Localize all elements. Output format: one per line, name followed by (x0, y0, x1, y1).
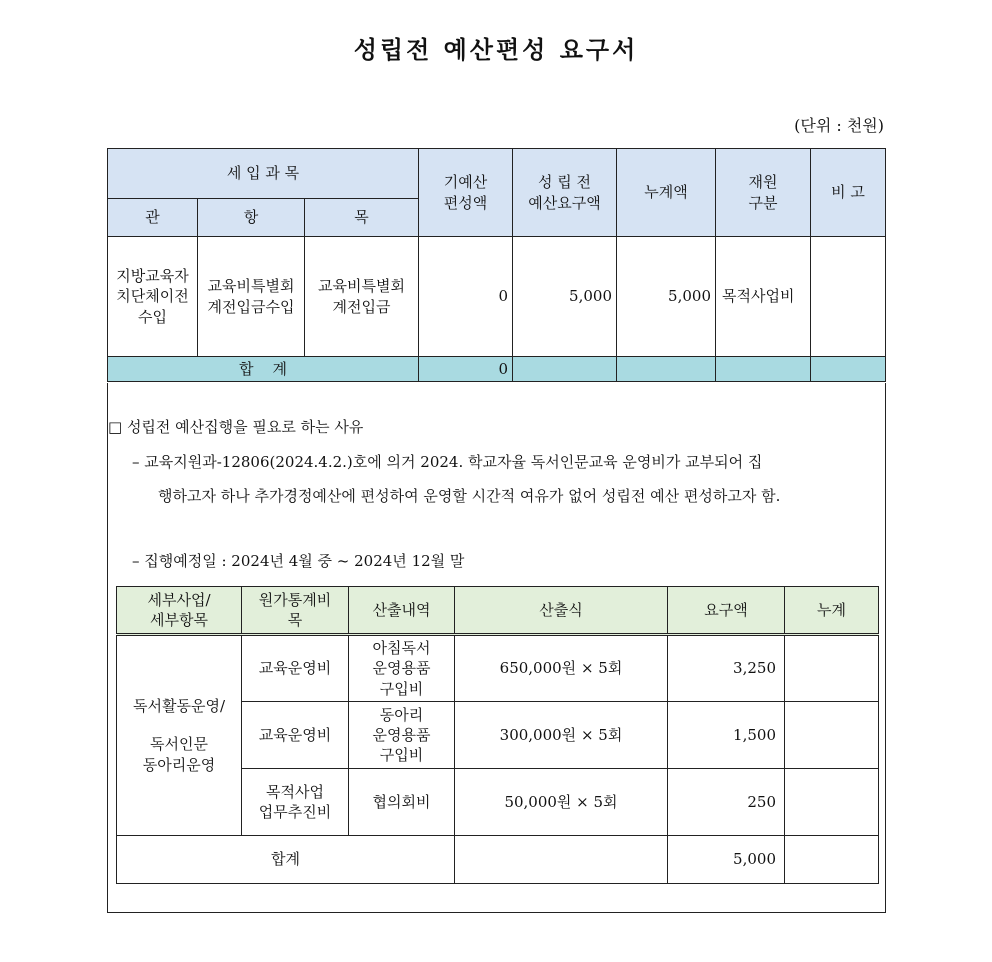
formula-header: 산출식 (455, 587, 668, 635)
fund-type-cell: 목적사업비 (716, 237, 811, 357)
formula-cell: 50,000원 × 5회 (455, 769, 668, 836)
cumulative-cell: 5,000 (617, 237, 716, 357)
reason-heading: □ 성립전 예산집행을 필요로 하는 사유 (108, 418, 364, 436)
detail-cell: 아침독서 운영용품 구입비 (349, 635, 455, 702)
project-name-cell: 독서활동운영/ 독서인문 동아리운영 (117, 635, 242, 836)
existing-budget-header: 기예산 편성액 (419, 149, 513, 237)
request-cell: 3,250 (668, 635, 785, 702)
account-cell: 교육운영비 (242, 702, 349, 769)
total-cumulative (617, 357, 716, 382)
detail-row (117, 635, 879, 702)
gwan-cell: 지방교육자 치단체이전 수입 (108, 237, 198, 357)
request-cell: 1,500 (668, 702, 785, 769)
remarks-cell (811, 237, 886, 357)
cumulative-header: 누계액 (617, 149, 716, 237)
reason-line-2: 행하고자 하나 추가경정예산에 편성하여 운영할 시간적 여유가 없어 성립전 예산 편성하고자 함. (158, 487, 781, 505)
unit-label: (단위 : 천원) (794, 116, 884, 135)
total-label: 합 계 (108, 357, 419, 382)
detail-total-cumulative (785, 836, 879, 884)
budget-row (108, 237, 886, 357)
budget-total-row (108, 357, 886, 382)
gwan-header: 관 (108, 199, 198, 237)
cumulative-cell (785, 702, 879, 769)
detail-cell: 협의회비 (349, 769, 455, 836)
detail-table (116, 586, 879, 884)
account-cell: 목적사업 업무추진비 (242, 769, 349, 836)
detail-cell: 동아리 운영용품 구입비 (349, 702, 455, 769)
cumulative-cell (785, 635, 879, 702)
hang-cell: 교육비특별회 계전입금수입 (198, 237, 305, 357)
total-remarks (811, 357, 886, 382)
detail-total-row (117, 836, 879, 884)
pre-request-header: 성 립 전 예산요구액 (513, 149, 617, 237)
total-pre-request (513, 357, 617, 382)
formula-cell: 300,000원 × 5회 (455, 702, 668, 769)
account-header: 원가통계비 목 (242, 587, 349, 635)
execution-date: – 집행예정일 : 2024년 4월 중 ~ 2024년 12월 말 (132, 552, 465, 570)
mok-header: 목 (305, 199, 419, 237)
existing-budget-cell: 0 (419, 237, 513, 357)
total-fund-type (716, 357, 811, 382)
request-header: 요구액 (668, 587, 785, 635)
fund-type-header: 재원 구분 (716, 149, 811, 237)
remarks-header: 비 고 (811, 149, 886, 237)
detail-total-formula (455, 836, 668, 884)
project-header: 세부사업/ 세부항목 (117, 587, 242, 635)
calc-detail-header: 산출내역 (349, 587, 455, 635)
cumulative-header: 누계 (785, 587, 879, 635)
detail-total-label: 합계 (117, 836, 455, 884)
pre-request-cell: 5,000 (513, 237, 617, 357)
detail-total-request: 5,000 (668, 836, 785, 884)
formula-cell: 650,000원 × 5회 (455, 635, 668, 702)
reason-line-1: – 교육지원과-12806(2024.4.2.)호에 의거 2024. 학교자율 독서인문교육 운영비가 교부되어 집 (132, 453, 763, 471)
total-existing-budget: 0 (419, 357, 513, 382)
request-cell: 250 (668, 769, 785, 836)
page-title: 성립전 예산편성 요구서 (353, 35, 639, 64)
budget-table (107, 148, 886, 382)
account-cell: 교육운영비 (242, 635, 349, 702)
mok-cell: 교육비특별회 계전입금 (305, 237, 419, 357)
hang-header: 항 (198, 199, 305, 237)
cumulative-cell (785, 769, 879, 836)
revenue-subject-header: 세 입 과 목 (108, 149, 419, 199)
